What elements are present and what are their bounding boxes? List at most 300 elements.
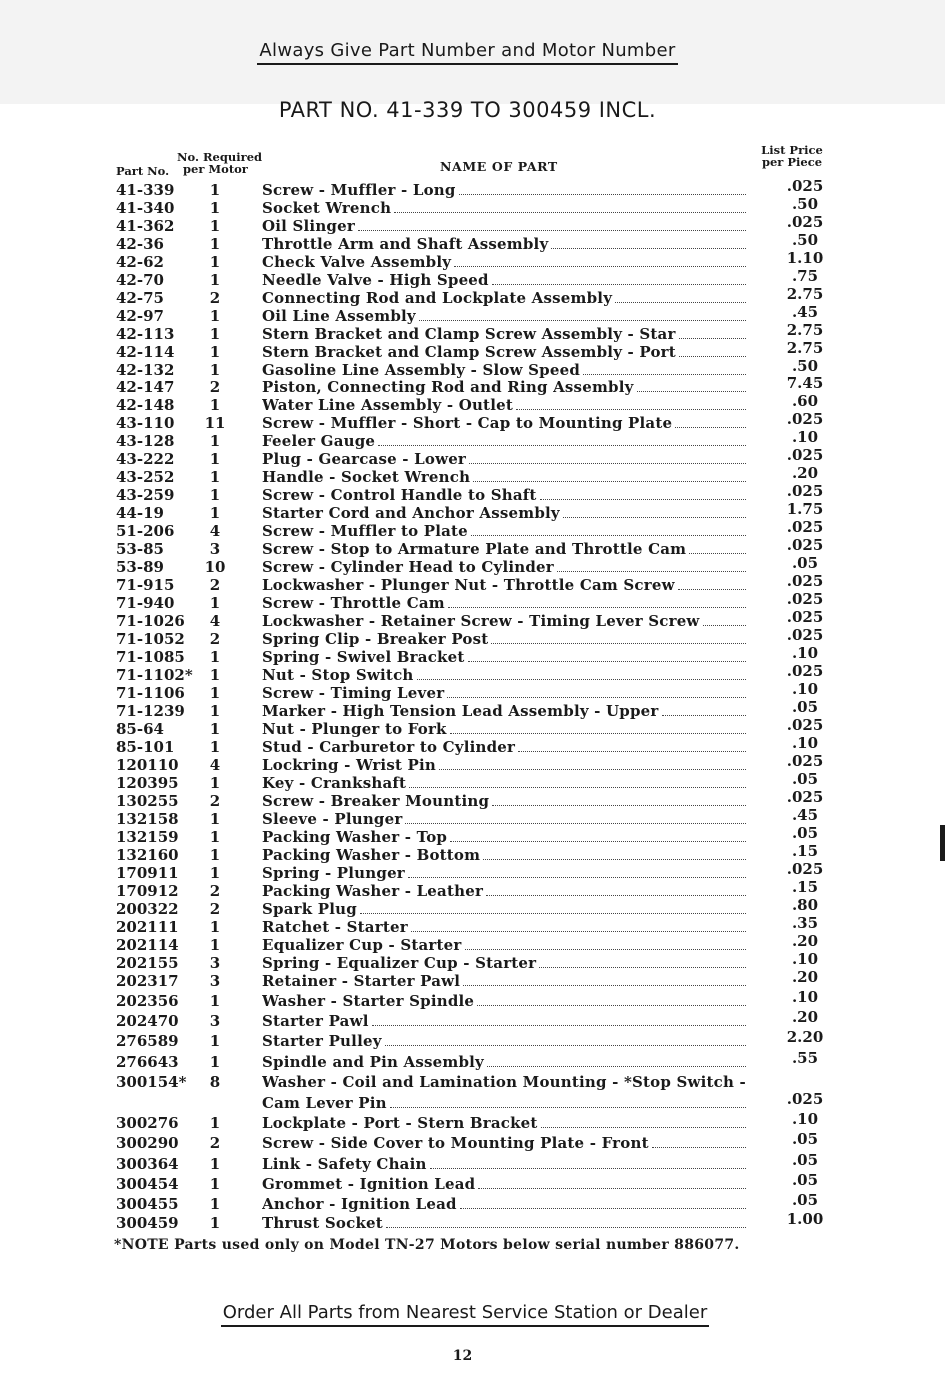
- part-number: 42-97: [116, 307, 164, 325]
- quantity-required: 1: [209, 1155, 221, 1173]
- list-price: .025: [786, 213, 824, 231]
- part-name-cell: [262, 1175, 746, 1193]
- part-name-cell: [262, 954, 746, 972]
- part-name-cell: [262, 972, 746, 990]
- list-price: .05: [791, 1171, 819, 1189]
- part-name: Connecting Rod and Lockplate Assembly: [262, 289, 613, 307]
- part-name: Grommet - Ignition Lead: [262, 1175, 476, 1193]
- part-name-cell: [262, 702, 746, 720]
- part-name: Stud - Carburetor to Cylinder: [262, 738, 516, 756]
- part-number: 200322: [116, 900, 179, 918]
- list-price: .20: [791, 1008, 819, 1026]
- dot-leader: [675, 415, 746, 428]
- dot-leader: [539, 955, 746, 968]
- list-price: .55: [791, 1049, 819, 1067]
- part-number: 71-1085: [116, 648, 185, 666]
- part-name: Socket Wrench: [262, 199, 392, 217]
- part-number: 202356: [116, 992, 179, 1010]
- part-number: 300455: [116, 1195, 179, 1213]
- quantity-required: 1: [209, 504, 221, 522]
- part-number: 300276: [116, 1114, 179, 1132]
- list-price: .05: [791, 1130, 819, 1148]
- list-price: .80: [791, 896, 819, 914]
- part-name: Lockplate - Port - Stern Bracket: [262, 1114, 538, 1132]
- header-banner: [0, 40, 935, 65]
- part-name-cell: [262, 343, 746, 361]
- list-price: .025: [786, 716, 824, 734]
- part-name: Packing Washer - Leather: [262, 882, 484, 900]
- part-name-cell: [262, 217, 746, 235]
- part-name: Lockring - Wrist Pin: [262, 756, 436, 774]
- part-number: 85-64: [116, 720, 164, 738]
- dot-leader: [465, 937, 747, 950]
- list-price: 7.45: [786, 374, 824, 392]
- part-number: 71-1052: [116, 630, 185, 648]
- quantity-required: 1: [209, 325, 221, 343]
- part-name-cell: [262, 1032, 746, 1050]
- part-name-cell: [262, 361, 746, 379]
- column-header-qty: [177, 151, 262, 175]
- list-price: .15: [791, 878, 819, 896]
- part-name: Plug - Gearcase - Lower: [262, 450, 467, 468]
- part-name-cell: [262, 468, 746, 486]
- dot-leader: [551, 236, 746, 249]
- quantity-required: 1: [209, 468, 221, 486]
- list-price: .05: [791, 1191, 819, 1209]
- part-number: 42-36: [116, 235, 164, 253]
- list-price: 1.10: [786, 249, 824, 267]
- part-name-cell: [262, 181, 746, 199]
- part-number: 170911: [116, 864, 179, 882]
- part-name-cell: [262, 992, 746, 1010]
- part-number: 43-128: [116, 432, 175, 450]
- quantity-required: 2: [209, 576, 221, 594]
- part-name: Screw - Timing Lever: [262, 684, 445, 702]
- dot-leader: [689, 541, 746, 554]
- part-name-cell: [262, 666, 746, 684]
- part-number: 43-259: [116, 486, 175, 504]
- part-name-cell: [262, 900, 746, 918]
- scan-edge-mark: [940, 825, 945, 861]
- part-name-cell: [262, 1012, 746, 1030]
- part-name-cell: [262, 1134, 746, 1152]
- quantity-required: 1: [209, 648, 221, 666]
- list-price: 2.20: [786, 1028, 824, 1046]
- dot-leader: [518, 739, 746, 752]
- quantity-required: 2: [209, 630, 221, 648]
- part-name-cell: [262, 1155, 746, 1173]
- part-name-cell: [262, 504, 746, 522]
- list-price: .05: [791, 824, 819, 842]
- quantity-required: 1: [209, 828, 221, 846]
- quantity-required: 1: [209, 199, 221, 217]
- dot-leader: [405, 811, 746, 824]
- dot-leader: [450, 829, 746, 842]
- part-number: 130255: [116, 792, 179, 810]
- part-name-cell: [262, 522, 746, 540]
- list-price: .45: [791, 806, 819, 824]
- dot-leader: [394, 200, 746, 213]
- quantity-required: 1: [209, 992, 221, 1010]
- part-name: Screw - Stop to Armature Plate and Throttle Cam: [262, 540, 687, 558]
- part-number: 42-70: [116, 271, 164, 289]
- part-name: Washer - Starter Spindle: [262, 992, 475, 1010]
- part-name-cell: [262, 1073, 746, 1091]
- part-name-cell: [262, 1053, 746, 1071]
- list-price: .025: [786, 572, 824, 590]
- part-number: 43-252: [116, 468, 175, 486]
- part-name-cell: [262, 307, 746, 325]
- dot-leader: [409, 775, 746, 788]
- quantity-required: 1: [209, 235, 221, 253]
- part-name-cell: [262, 864, 746, 882]
- part-name: Packing Washer - Bottom: [262, 846, 481, 864]
- part-number: 202114: [116, 936, 179, 954]
- list-price: .45: [791, 303, 819, 321]
- part-name-cell: [262, 918, 746, 936]
- part-number: 42-113: [116, 325, 175, 343]
- part-number: 276643: [116, 1053, 179, 1071]
- quantity-required: 1: [209, 774, 221, 792]
- part-name: Retainer - Starter Pawl: [262, 972, 461, 990]
- part-name-cell: [262, 396, 746, 414]
- part-number: 43-222: [116, 450, 175, 468]
- part-name: Screw - Muffler to Plate: [262, 522, 468, 540]
- part-number: 71-1106: [116, 684, 185, 702]
- part-name: Screw - Side Cover to Mounting Plate - Front: [262, 1134, 649, 1152]
- dot-leader: [703, 613, 746, 626]
- list-price: .025: [786, 590, 824, 608]
- quantity-required: 1: [209, 1053, 221, 1071]
- list-price: .10: [791, 644, 819, 662]
- dot-leader: [541, 1115, 746, 1128]
- dot-leader: [637, 379, 746, 392]
- part-name-cell: [262, 774, 746, 792]
- part-number: 71-1239: [116, 702, 185, 720]
- dot-leader: [473, 469, 746, 482]
- quantity-required: 3: [209, 954, 221, 972]
- column-header-qty-line1: No. Required: [177, 150, 263, 164]
- part-number: 300459: [116, 1214, 179, 1232]
- part-name: Spring - Swivel Bracket: [262, 648, 465, 666]
- part-name: Spark Plug: [262, 900, 357, 918]
- list-price: .20: [791, 968, 819, 986]
- table-row: [0, 1073, 945, 1091]
- part-name: Sleeve - Plunger: [262, 810, 403, 828]
- part-name: Nut - Plunger to Fork: [262, 720, 447, 738]
- part-name: Spindle and Pin Assembly: [262, 1053, 484, 1071]
- quantity-required: 1: [209, 253, 221, 271]
- table-row: [0, 1028, 945, 1050]
- list-price: 1.75: [786, 500, 824, 518]
- quantity-required: 1: [209, 594, 221, 612]
- quantity-required: 3: [209, 540, 221, 558]
- quantity-required: 1: [209, 936, 221, 954]
- part-name-cell: [262, 648, 746, 666]
- dot-leader: [430, 1156, 746, 1169]
- dot-leader: [487, 1054, 746, 1067]
- part-name-cell: [262, 253, 746, 271]
- dot-leader: [450, 721, 746, 734]
- quantity-required: 2: [209, 289, 221, 307]
- list-price: .15: [791, 842, 819, 860]
- dot-leader: [468, 649, 746, 662]
- quantity-required: 1: [209, 918, 221, 936]
- list-price: .35: [791, 914, 819, 932]
- dot-leader: [471, 523, 746, 536]
- part-name-cell: [262, 792, 746, 810]
- list-price: .10: [791, 988, 819, 1006]
- part-name: Starter Pulley: [262, 1032, 382, 1050]
- quantity-required: 1: [209, 1175, 221, 1193]
- quantity-required: 1: [209, 486, 221, 504]
- part-name: Washer - Coil and Lamination Mounting - *Stop Switch -: [262, 1073, 746, 1091]
- column-header-price-line1: List Price: [761, 143, 823, 157]
- part-name: Screw - Cylinder Head to Cylinder: [262, 558, 554, 576]
- quantity-required: 1: [209, 432, 221, 450]
- dot-leader: [463, 973, 746, 986]
- part-name: Packing Washer - Top: [262, 828, 448, 846]
- quantity-required: 1: [209, 181, 221, 199]
- list-price: .10: [791, 680, 819, 698]
- part-number: 202155: [116, 954, 179, 972]
- part-name: Spring - Equalizer Cup - Starter: [262, 954, 537, 972]
- list-price: .20: [791, 932, 819, 950]
- part-number: 300290: [116, 1134, 179, 1152]
- part-number: 300364: [116, 1155, 179, 1173]
- quantity-required: 2: [209, 378, 221, 396]
- part-name-cell: [262, 558, 746, 576]
- quantity-required: 2: [209, 882, 221, 900]
- part-name: Handle - Socket Wrench: [262, 468, 471, 486]
- part-name-cell: [262, 612, 746, 630]
- part-name: Thrust Socket: [262, 1214, 383, 1232]
- dot-leader: [447, 685, 746, 698]
- part-number: 42-148: [116, 396, 175, 414]
- quantity-required: 1: [209, 864, 221, 882]
- quantity-required: 1: [209, 666, 221, 684]
- quantity-required: 1: [209, 702, 221, 720]
- dot-leader: [492, 793, 746, 806]
- list-price: .025: [786, 752, 824, 770]
- dot-leader: [652, 1135, 746, 1148]
- part-number: 42-75: [116, 289, 164, 307]
- part-name-cell: [262, 378, 746, 396]
- quantity-required: 4: [209, 756, 221, 774]
- list-price: .10: [791, 1110, 819, 1128]
- header-banner-text: Always Give Part Number and Motor Number: [257, 40, 677, 65]
- part-name: Marker - High Tension Lead Assembly - Upper: [262, 702, 659, 720]
- list-price: .025: [786, 788, 824, 806]
- quantity-required: 2: [209, 792, 221, 810]
- list-price: .20: [791, 464, 819, 482]
- quantity-required: 1: [209, 271, 221, 289]
- part-name: Screw - Control Handle to Shaft: [262, 486, 537, 504]
- dot-leader: [516, 397, 746, 410]
- part-name-cell: [262, 414, 746, 432]
- dot-leader: [372, 1013, 746, 1026]
- quantity-required: 4: [209, 612, 221, 630]
- quantity-required: 1: [209, 1214, 221, 1232]
- part-number: 41-362: [116, 217, 175, 235]
- part-number: 41-340: [116, 199, 175, 217]
- quantity-required: 1: [209, 217, 221, 235]
- part-name-cell: [262, 432, 746, 450]
- column-header-part-no: Part No.: [116, 164, 170, 178]
- list-price: .025: [786, 608, 824, 626]
- table-row: [0, 1210, 945, 1232]
- dot-leader: [419, 308, 746, 321]
- quantity-required: 1: [209, 1032, 221, 1050]
- dot-leader: [454, 254, 746, 267]
- part-name: Check Valve Assembly: [262, 253, 452, 271]
- part-number: 41-339: [116, 181, 175, 199]
- dot-leader: [662, 703, 746, 716]
- part-number: 42-132: [116, 361, 175, 379]
- part-name: Piston, Connecting Rod and Ring Assembly: [262, 378, 634, 396]
- list-price: .025: [786, 446, 824, 464]
- part-number: 300454: [116, 1175, 179, 1193]
- part-name: Starter Pawl: [262, 1012, 369, 1030]
- quantity-required: 2: [209, 900, 221, 918]
- part-name: Oil Line Assembly: [262, 307, 416, 325]
- quantity-required: 4: [209, 522, 221, 540]
- part-number: 276589: [116, 1032, 179, 1050]
- part-number: 132158: [116, 810, 179, 828]
- part-name: Throttle Arm and Shaft Assembly: [262, 235, 549, 253]
- list-price: .50: [791, 231, 819, 249]
- quantity-required: 1: [209, 307, 221, 325]
- part-name-cell: [262, 1195, 746, 1213]
- part-number: 132159: [116, 828, 179, 846]
- part-number: 71-1102*: [116, 666, 193, 684]
- part-name: Equalizer Cup - Starter: [262, 936, 462, 954]
- dot-leader: [615, 290, 746, 303]
- part-name-cell: [262, 325, 746, 343]
- part-number: 202317: [116, 972, 179, 990]
- dot-leader: [477, 993, 746, 1006]
- list-price: .025: [786, 860, 824, 878]
- part-name-cell: [262, 486, 746, 504]
- dot-leader: [583, 362, 746, 375]
- list-price: .05: [791, 698, 819, 716]
- quantity-required: 1: [209, 846, 221, 864]
- part-name-cell: [262, 594, 746, 612]
- column-header-qty-line2: per Motor: [183, 162, 248, 176]
- footer-banner: [0, 1302, 930, 1327]
- dot-leader: [469, 451, 746, 464]
- quantity-required: 8: [209, 1073, 221, 1091]
- page-title: PART NO. 41-339 TO 300459 INCL.: [278, 98, 657, 122]
- part-name: Lockwasher - Retainer Screw - Timing Lever Screw: [262, 612, 700, 630]
- list-price: 1.00: [786, 1210, 824, 1228]
- dot-leader: [360, 901, 746, 914]
- part-name: Lockwasher - Plunger Nut - Throttle Cam Screw: [262, 576, 675, 594]
- part-name-cell: [262, 882, 746, 900]
- part-name: Anchor - Ignition Lead: [262, 1195, 457, 1213]
- part-name: Screw - Breaker Mounting: [262, 792, 490, 810]
- list-price: .05: [791, 1151, 819, 1169]
- part-name: Screw - Throttle Cam: [262, 594, 445, 612]
- list-price: .05: [791, 770, 819, 788]
- quantity-required: 3: [209, 972, 221, 990]
- part-name-cell: [262, 576, 746, 594]
- part-number: 51-206: [116, 522, 175, 540]
- list-price: .50: [791, 195, 819, 213]
- part-name: Nut - Stop Switch: [262, 666, 414, 684]
- page-number: 12: [452, 1348, 473, 1364]
- dot-leader: [358, 218, 746, 231]
- part-number: 43-110: [116, 414, 175, 432]
- dot-leader: [448, 595, 746, 608]
- dot-leader: [557, 559, 746, 572]
- dot-leader: [492, 272, 746, 285]
- list-price: .025: [786, 482, 824, 500]
- part-number: 53-85: [116, 540, 164, 558]
- dot-leader: [411, 919, 746, 932]
- dot-leader: [563, 505, 746, 518]
- part-name: Key - Crankshaft: [262, 774, 407, 792]
- dot-leader: [478, 1176, 746, 1189]
- quantity-required: 2: [209, 1134, 221, 1152]
- part-name: Link - Safety Chain: [262, 1155, 427, 1173]
- quantity-required: 1: [209, 738, 221, 756]
- part-name-cell: [262, 450, 746, 468]
- quantity-required: 11: [204, 414, 226, 432]
- quantity-required: 1: [209, 720, 221, 738]
- list-price: .60: [791, 392, 819, 410]
- dot-leader: [491, 631, 746, 644]
- part-number: 202470: [116, 1012, 179, 1030]
- list-price: .025: [786, 177, 824, 195]
- part-number: 71-915: [116, 576, 175, 594]
- list-price: .025: [786, 410, 824, 428]
- part-number: 53-89: [116, 558, 164, 576]
- list-price: .025: [786, 536, 824, 554]
- part-name-cell: [262, 199, 746, 217]
- part-name-cell: [262, 540, 746, 558]
- part-name: Starter Cord and Anchor Assembly: [262, 504, 560, 522]
- quantity-required: 1: [209, 396, 221, 414]
- list-price: .10: [791, 950, 819, 968]
- part-number: 120110: [116, 756, 179, 774]
- part-number: 42-114: [116, 343, 175, 361]
- part-name: Cam Lever Pin: [262, 1094, 387, 1112]
- dot-leader: [417, 667, 746, 680]
- list-price: .10: [791, 734, 819, 752]
- list-price: 2.75: [786, 285, 824, 303]
- dot-leader: [459, 182, 746, 195]
- part-number: 300154*: [116, 1073, 187, 1091]
- list-price: .025: [786, 518, 824, 536]
- table-row: [0, 1049, 945, 1071]
- part-name-cell: [262, 1114, 746, 1132]
- quantity-required: 3: [209, 1012, 221, 1030]
- quantity-required: 1: [209, 1195, 221, 1213]
- dot-leader: [386, 1215, 746, 1228]
- dot-leader: [385, 1033, 746, 1046]
- part-number: 42-147: [116, 378, 175, 396]
- part-number: 120395: [116, 774, 179, 792]
- part-name-cell: [262, 936, 746, 954]
- part-name: Spring Clip - Breaker Post: [262, 630, 489, 648]
- part-name: Spring - Plunger: [262, 864, 405, 882]
- dot-leader: [678, 577, 746, 590]
- list-price: .025: [786, 1090, 824, 1108]
- quantity-required: 1: [209, 1114, 221, 1132]
- part-name: Needle Valve - High Speed: [262, 271, 489, 289]
- quantity-required: 1: [209, 343, 221, 361]
